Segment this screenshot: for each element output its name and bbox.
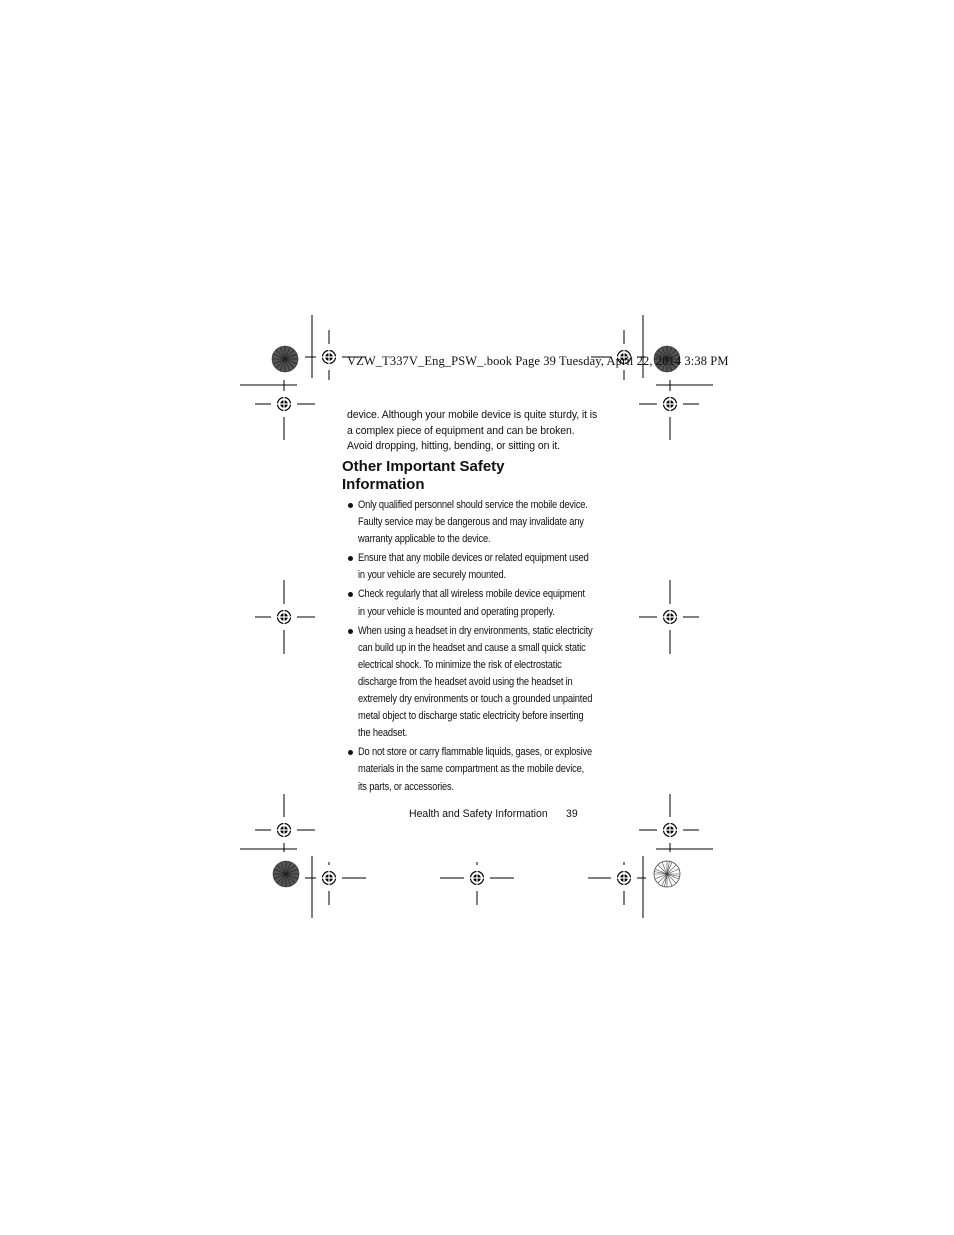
text-line: the headset. [358, 727, 408, 740]
list-item [347, 497, 627, 548]
text-line: in your vehicle are securely mounted. [358, 569, 506, 582]
text-line: discharge from the headset avoid using the headset in [358, 675, 573, 688]
crosshair-target-icon [271, 391, 297, 417]
crosshair-target-icon [657, 817, 683, 843]
text-line: electrical shock. To minimize the risk of electrostatic [358, 658, 562, 671]
text-line: Do not store or carry flammable liquids, gases, or explosive [358, 746, 593, 759]
bullet-dot-icon [348, 629, 353, 634]
text-line: Check regularly that all wireless mobile device equipment [358, 588, 585, 601]
crosshair-target-icon [464, 865, 490, 891]
text-line: When using a headset in dry environments, static electricity [358, 624, 593, 637]
text-line: metal object to discharge static electricity before inserting [358, 710, 584, 723]
list-item [347, 550, 627, 584]
text-line: a complex piece of equipment and can be broken. [347, 424, 575, 437]
crosshair-target-icon [271, 817, 297, 843]
crosshair-target-icon [657, 604, 683, 630]
heading-line: Information [342, 476, 425, 493]
crosshair-target-icon [316, 865, 342, 891]
heading-line: Other Important Safety [342, 458, 505, 475]
crosshair-target-icon [271, 604, 297, 630]
starburst-target-icon [654, 861, 680, 887]
text-line: Ensure that any mobile devices or related equipment used [358, 552, 589, 565]
intro-paragraph [347, 408, 598, 455]
bullet-dot-icon [348, 556, 353, 561]
starburst-target-icon [273, 861, 299, 887]
text-line: can build up in the headset and cause a small quick static [358, 641, 586, 654]
text-line: Avoid dropping, hitting, bending, or sitting on it. [347, 440, 561, 453]
section-heading [342, 458, 505, 494]
starburst-target-icon [272, 346, 298, 372]
list-item [347, 744, 627, 795]
bullet-dot-icon [348, 503, 353, 508]
text-line: materials in the same compartment as the mobile device, [358, 763, 585, 776]
crosshair-target-icon [611, 865, 637, 891]
crosshair-target-icon [316, 344, 342, 370]
crosshair-target-icon [657, 391, 683, 417]
text-line: its parts, or accessories. [358, 780, 454, 793]
bullet-list [347, 497, 627, 798]
text-line: Faulty service may be dangerous and may invalidate any [358, 516, 584, 529]
text-line: device. Although your mobile device is quite sturdy, it is [347, 409, 598, 421]
list-item [347, 623, 627, 743]
text-line: warranty applicable to the device. [358, 533, 491, 546]
bullet-dot-icon [348, 750, 353, 755]
page-number: 39 [566, 808, 578, 820]
text-line: extremely dry environments or touch a grounded unpainted [358, 693, 593, 706]
footer-section-title: Health and Safety Information [409, 808, 548, 820]
list-item [347, 586, 627, 620]
text-line: Only qualified personnel should service the mobile device. [358, 499, 588, 511]
book-slug-line: VZW_T337V_Eng_PSW_.book Page 39 Tuesday, April 22, 2014 3:38 PM [347, 354, 729, 368]
text-line: in your vehicle is mounted and operating properly. [358, 605, 555, 618]
page-footer [409, 808, 578, 820]
bullet-dot-icon [348, 592, 353, 597]
